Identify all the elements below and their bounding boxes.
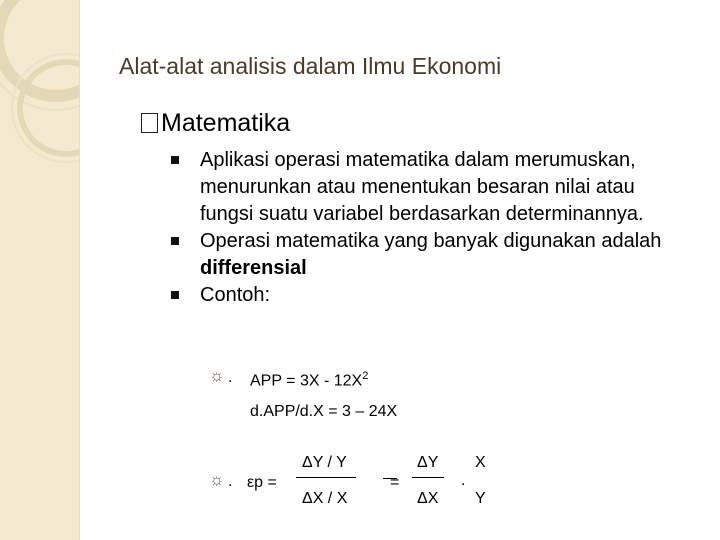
equals-sign: =	[390, 474, 400, 491]
fraction-numerator: X	[475, 454, 486, 471]
bullet-list	[168, 147, 688, 309]
decorative-sidebar	[0, 0, 80, 540]
dot-text: .	[228, 473, 233, 490]
fraction-line	[296, 477, 356, 478]
square-bullet-icon	[171, 156, 179, 164]
bullet-item	[168, 228, 688, 282]
circle-decoration	[0, 0, 79, 540]
app-equation: APP = $3X - 12X^2$	[250, 370, 369, 390]
elasticity-lhs: εp =	[247, 474, 277, 491]
slide-title: Alat-alat analisis dalam Ilmu Ekonomi	[119, 53, 502, 79]
bullet-text: Operasi matematika yang banyak digunakan adalah	[200, 230, 662, 252]
sun-outline-icon: ☼	[209, 366, 225, 385]
level1-heading	[141, 109, 290, 138]
fraction-line	[412, 477, 444, 478]
square-bullet-icon	[171, 237, 179, 245]
dapp-equation: d.APP/d.X = 3 – 24X	[250, 403, 398, 420]
dot-text: .	[228, 369, 233, 386]
fraction-denominator: ΔX	[417, 490, 439, 507]
level1-label: Matematika	[161, 109, 291, 137]
checkbox-bullet-icon	[141, 113, 158, 133]
fraction-numerator: ΔY / Y	[302, 454, 347, 471]
bullet-bold-text: differensial	[200, 257, 307, 279]
bullet-item	[168, 147, 688, 228]
bullet-text: Aplikasi operasi matematika dalam merumuskan, menurunkan atau menentukan besaran nilai atau fungsi suatu variabel berdasarkan determinannya.	[200, 149, 644, 225]
multiply-dot: .	[461, 472, 466, 489]
square-bullet-icon	[171, 291, 179, 299]
bullet-text: Contoh:	[200, 284, 271, 306]
fraction-numerator: ΔY	[417, 454, 439, 471]
fraction-denominator: ΔX / X	[302, 490, 348, 507]
sun-outline-icon: ☼	[209, 470, 225, 489]
fraction-denominator: Y	[475, 490, 486, 507]
bullet-item	[168, 282, 688, 309]
